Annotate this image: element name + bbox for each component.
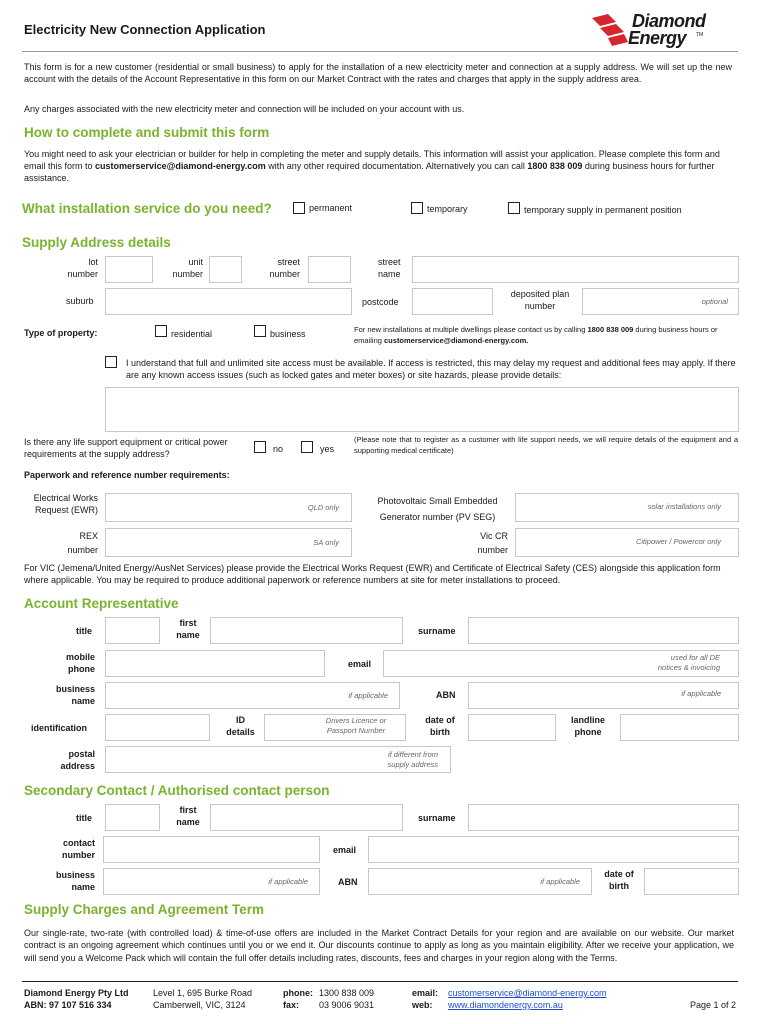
lot-number-input[interactable] [105,256,153,283]
how-to-paragraph: You might need to ask your electrician or builder for help in completing the meter and supply details. This information will assist your application. Please complete this form and email this form to customerservice@diamond-energy.com with any other required documentation. Alternatively you can call 1800 838 009 during business hours for further assistance. [24,149,720,183]
rep-dob-input[interactable] [468,714,556,741]
rep-title-input[interactable] [105,617,160,644]
page-title: Electricity New Connection Application [24,22,266,37]
sec-contact-number-input[interactable] [103,836,320,863]
footer-address-line-2: Camberwell, VIC, 3124 [153,1000,246,1010]
rex-hint: SA only [313,538,339,547]
footer-address-line-1: Level 1, 695 Burke Road [153,988,253,998]
unit-number-input[interactable] [209,256,242,283]
sec-abn-hint: if applicable [540,877,580,886]
footer-phone: 1300 838 009 [319,988,375,998]
lot-number-label: lot number [67,257,98,279]
supply-charges-text: Our single-rate, two-rate (with controlled load) & time-of-use offers are included in the Market Contract Details for your region and are available on our website. Our market contract is an ongoing agreement which continues until you or we end it. Our discounts continue to apply as long as you maintain eligibility. After we receive your application, we will send you a Welcome Pack which will contain the full offer details including rates, discounts, fees and charges in your region along with the Terms. [24,928,734,963]
temporary-permanent-label: temporary supply in permanent position [524,205,682,215]
ewr-label: Electrical Works Request (EWR) [33,493,98,515]
suburb-input[interactable] [105,288,352,315]
rep-abn-label: ABN [436,690,456,700]
access-details-textarea[interactable] [105,387,739,432]
footer-divider [22,981,738,982]
rep-mobile-input[interactable] [105,650,325,677]
residential-label: residential [171,329,213,339]
business-label: business [270,329,306,339]
rep-first-name-input[interactable] [210,617,403,644]
temporary-checkbox[interactable] [411,202,423,214]
vic-cr-label: Vic CR number [477,531,508,555]
temporary-label: temporary [427,204,468,214]
rep-business-hint: if applicable [348,691,388,700]
residential-checkbox[interactable] [155,325,167,337]
sec-dob-label: date of birth [604,869,634,891]
rep-abn-hint: if applicable [681,689,721,698]
footer-phone-label: phone: [283,988,313,998]
how-to-phone: 1800 838 009 [527,161,583,171]
id-details-hint: Drivers Licence or Passport Number [325,716,387,735]
rep-email-hint: used for all DE notices & invoicing [657,653,720,672]
life-support-yes-label: yes [320,444,335,454]
footer-web-link[interactable]: www.diamondenergy.com.au [448,1000,563,1010]
sec-surname-label: surname [418,813,456,823]
intro-paragraph-2: Any charges associated with the new electricity meter and connection will be included on your account with us. [24,104,465,114]
supply-address-heading: Supply Address details [22,235,171,250]
service-question: What installation service do you need? [22,201,272,216]
rep-email-label: email [348,659,372,669]
how-to-email: customerservice@diamond-energy.com [95,161,266,171]
account-rep-heading: Account Representative [24,596,179,611]
rep-dob-label: date of birth [425,715,455,737]
sec-contact-number-label: contact number [61,838,95,860]
postal-address-hint: if different from supply address [387,750,438,769]
footer-abn: ABN: 97 107 516 334 [24,1000,112,1010]
life-support-no-label: no [273,444,284,454]
business-checkbox[interactable] [254,325,266,337]
secondary-contact-heading: Secondary Contact / Authorised contact person [24,783,330,798]
pv-seg-label: Photovoltaic Small Embedded Generator number (PV SEG) [377,496,498,522]
sec-dob-input[interactable] [644,868,739,895]
rep-landline-label: landline phone [570,715,605,737]
page-number: Page 1 of 2 [690,1000,737,1010]
identification-input[interactable] [105,714,210,741]
life-support-question: Is there any life support equipment or critical power requirements at the supply address? [24,437,228,459]
life-support-no-checkbox[interactable] [254,441,266,453]
street-name-input[interactable] [412,256,739,283]
deposited-plan-label: deposited plan number [510,289,570,311]
vic-paperwork-note: For VIC (Jemena/United Energy/AusNet Services) please provide the Electrical Works Request (EWR) and Certificate of Electrical Safety (CES) alongside this application form where applicable. You may be required to produce additional paperwork or reference numbers at site for meter installations to proceed. [24,563,721,585]
rep-first-name-label: first name [176,618,200,640]
sec-email-label: email [333,845,357,855]
street-name-label: street name [378,257,401,279]
footer-email-label: email: [412,988,439,998]
logo-text-diamond: Diamond [632,11,706,31]
postcode-input[interactable] [412,288,493,315]
identification-label: identification [31,723,87,733]
postcode-label: postcode [362,297,399,307]
diamond-energy-logo [590,12,740,50]
rep-landline-input[interactable] [620,714,739,741]
how-to-heading: How to complete and submit this form [24,125,270,140]
sec-surname-input[interactable] [468,804,739,831]
life-support-note: (Please note that to register as a customer with life support needs, we will require details of the equipment and a supporting medical certificate) [354,435,738,455]
sec-business-hint: if applicable [268,877,308,886]
sec-first-name-input[interactable] [210,804,403,831]
rep-mobile-label: mobile phone [65,652,95,674]
street-number-label: street number [269,257,300,279]
footer-web-label: web: [412,1000,433,1010]
logo-text-energy: Energy [628,28,687,48]
vic-cr-hint: Citipower / Powercor only [635,537,721,546]
temporary-permanent-checkbox[interactable] [508,202,520,214]
diamond-logo-icon [590,12,630,48]
sec-first-name-label: first name [176,805,200,827]
paperwork-heading: Paperwork and reference number requirements: [24,470,230,480]
site-access-text: I understand that full and unlimited site access must be available. If access is restricted, this may delay my request and additional fees may apply. If there are any known access issues (such as locked gates and meter boxes) or site hazards, please provide details: [126,358,736,380]
pv-seg-hint: solar installations only [647,502,721,511]
sec-business-name-label: business name [55,870,95,892]
footer-fax-label: fax: [283,1000,300,1010]
intro-paragraph-1: This form is for a new customer (residential or small business) to apply for the installation of a new electricity meter and connection at a supply address. We will set up the new account with the details of the Account Representative in this form on our Market Contract with the rates and charges that apply in the supply address area. [24,62,732,84]
optional-hint: optional [701,297,728,306]
sec-email-input[interactable] [368,836,739,863]
logo-tm: TM [696,32,704,38]
permanent-checkbox[interactable] [293,202,305,214]
id-details-label: ID details [226,715,255,737]
rep-business-name-label: business name [55,684,95,706]
footer-email-link[interactable]: customerservice@diamond-energy.com [448,988,607,998]
footer-fax: 03 9006 9031 [319,1000,375,1010]
permanent-label: permanent [309,203,353,213]
rep-surname-label: surname [418,626,456,636]
rep-title-label: title [76,626,93,636]
header-divider [22,51,738,52]
supply-charges-heading: Supply Charges and Agreement Term [24,902,265,917]
property-type-label: Type of property: [24,328,98,338]
postal-address-label: postal address [60,749,95,771]
life-support-yes-checkbox[interactable] [301,441,313,453]
ewr-hint: QLD only [307,503,339,512]
sec-title-label: title [76,813,93,823]
footer-company: Diamond Energy Pty Ltd [24,988,129,998]
multi-dwelling-note: For new installations at multiple dwellings please contact us by calling 1800 838 009 during business hours or emailing customerservice@diamond-energy.com. [354,325,718,345]
suburb-label: suburb [66,296,94,306]
street-number-input[interactable] [308,256,351,283]
site-access-checkbox[interactable] [105,356,117,368]
sec-abn-label: ABN [338,877,358,887]
unit-number-label: unit number [172,257,203,279]
sec-title-input[interactable] [105,804,160,831]
rep-surname-input[interactable] [468,617,739,644]
rex-label: REX number [67,531,98,555]
